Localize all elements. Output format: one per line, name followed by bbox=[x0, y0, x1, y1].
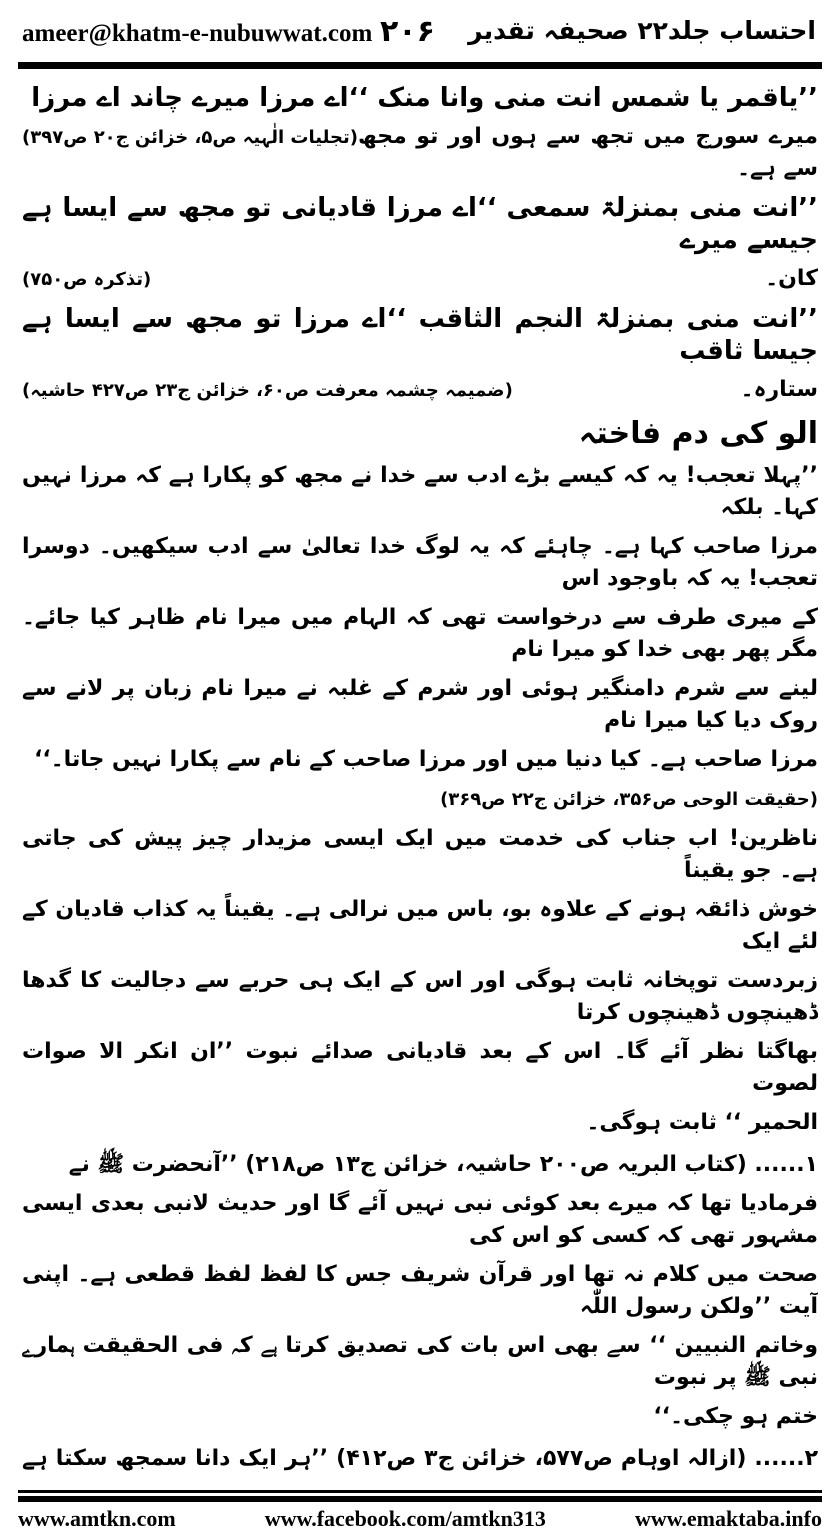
book-title: احتساب جلد۲۲ صحیفہ تقدیر bbox=[468, 16, 816, 45]
quote1-reference: (تجلیات الٰہیہ ص۵، خزائن ج۲۰ ص۳۹۷) bbox=[22, 127, 358, 148]
para2-line: بھاگتا نظر آئے گا۔ اس کے بعد قادیانی صدائے نبوت ’’ان انکر الا صوات لصوت bbox=[22, 1039, 818, 1096]
item1-line: وخاتم النبیین ‘‘ سے بھی اس بات کی تصدیق کرتا ہے کہ فی الحقیقت ہمارے نبی ﷺ پر نبوت bbox=[22, 1333, 818, 1390]
footer-link-facebook[interactable]: www.facebook.com/amtkn313 bbox=[264, 1506, 546, 1531]
quote3-line2-row bbox=[22, 374, 818, 407]
para2-line: خوش ذائقہ ہونے کے علاوہ بو، باس میں نرالی ہے۔ یقیناً یہ کذاب قادیان کے لئے ایک bbox=[22, 897, 818, 954]
footer-link-emaktaba[interactable]: www.emaktaba.info bbox=[634, 1506, 822, 1531]
section-heading: الو کی دم فاختہ bbox=[578, 416, 818, 451]
quote3-reference: (ضمیمہ چشمہ معرفت ص۶۰، خزائن ج۲۳ ص۴۲۷ حاشیہ) bbox=[22, 380, 513, 401]
para1-reference-text: (حقیقت الوحی ص۳۵۶، خزائن ج۲۲ ص۳۶۹) bbox=[440, 789, 818, 810]
quote2-reference: (تذکرہ ص۷۵۰) bbox=[22, 269, 152, 290]
para2-line: زبردست توپخانہ ثابت ہوگی اور اس کے ایک ہی حربے سے دجالیت کا گدھا ڈھینچوں ڈھینچوں کرتا bbox=[22, 968, 818, 1025]
item1-line: ختم ہو چکی۔‘‘ bbox=[653, 1404, 818, 1429]
page-footer bbox=[0, 1490, 840, 1540]
quote2-line1: ’’انت منی بمنزلۃ سمعی ‘‘اے مرزا قادیانی تو مجھ سے ایسا ہے جیسے میرے bbox=[22, 193, 818, 255]
page-header bbox=[0, 0, 840, 70]
page-body bbox=[22, 82, 818, 1472]
footer-links bbox=[18, 1506, 822, 1536]
item1-line: فرمادیا تھا کہ میرے بعد کوئی نبی نہیں آئے گا اور حدیث لانبی بعدی ایسی مشہور تھی کہ کسی کو اس کی bbox=[22, 1191, 818, 1248]
item2-line: ۲...... (ازالہ اوہام ص۵۷۷، خزائن ج۳ ص۴۱۲) ’’ہر ایک دانا سمجھ سکتا ہے bbox=[22, 1446, 818, 1471]
para1-line: لینے سے شرم دامنگیر ہوئی اور شرم کے غلبہ نے میرا نام زبان پر لانے سے روک دیا کیا میرا نام bbox=[22, 676, 818, 733]
page-number: ۲۰۶ bbox=[380, 14, 435, 49]
quote2-line2-row bbox=[22, 263, 818, 296]
para1-line: کے میری طرف سے درخواست تھی کہ الہام میں میرا نام ظاہر کیا جائے۔ مگر پھر بھی خدا کو میرا نام bbox=[22, 605, 818, 662]
header-rule bbox=[18, 62, 822, 69]
footer-rule-thick bbox=[18, 1496, 822, 1502]
quote1-line1: ’’یاقمر یا شمس انت منی وانا منک ‘‘اے مرزا میرے چاند اے مرزا bbox=[31, 83, 818, 113]
item1-line: ۱...... (کتاب البریہ ص۲۰۰ حاشیہ، خزائن ج۱۳ ص۲۱۸) ’’آنحضرت ﷺ نے bbox=[68, 1152, 818, 1177]
footer-rule-thin bbox=[18, 1490, 822, 1493]
quote3-line1: ’’انت منی بمنزلۃ النجم الثاقب ‘‘اے مرزا تو مجھ سے ایسا ہے جیسا ثاقب bbox=[22, 304, 818, 366]
quote1-line2: میرے سورج میں تجھ سے ہوں اور تو مجھ سے ہے۔ bbox=[357, 124, 818, 181]
para2-line: ناظرین! اب جناب کی خدمت میں ایک ایسی مزیدار چیز پیش کی جاتی ہے۔ جو یقیناً bbox=[22, 826, 818, 883]
quote1-line2-row bbox=[22, 121, 818, 185]
para2-line: الحمیر ‘‘ ثابت ہوگی۔ bbox=[586, 1110, 818, 1135]
para1-line: مرزا صاحب کہا ہے۔ چاہئے کہ یہ لوگ خدا تعالیٰ سے ادب سیکھیں۔ دوسرا تعجب! یہ کہ باوجود اس bbox=[22, 534, 818, 591]
item1-line: صحت میں کلام نہ تھا اور قرآن شریف جس کا لفظ لفظ قطعی ہے۔ اپنی آیت ’’ولکن رسول اللّٰہ bbox=[22, 1262, 818, 1319]
header-email[interactable]: ameer@khatm-e-nubuwwat.com bbox=[22, 20, 373, 47]
para1-line: مرزا صاحب ہے۔ کیا دنیا میں اور مرزا صاحب کے نام سے پکارا نہیں جاتا۔‘‘ bbox=[34, 747, 818, 772]
footer-link-amtkn[interactable]: www.amtkn.com bbox=[18, 1506, 176, 1531]
quote3-line2: ستارہ۔ bbox=[740, 377, 818, 402]
quote2-line2: کان۔ bbox=[765, 266, 818, 291]
para1-reference bbox=[22, 783, 818, 816]
para1-line: ’’پہلا تعجب! یہ کہ کیسے بڑے ادب سے خدا نے مجھ کو پکارا ہے کہ مرزا نہیں کہا۔ بلکہ bbox=[22, 463, 818, 520]
